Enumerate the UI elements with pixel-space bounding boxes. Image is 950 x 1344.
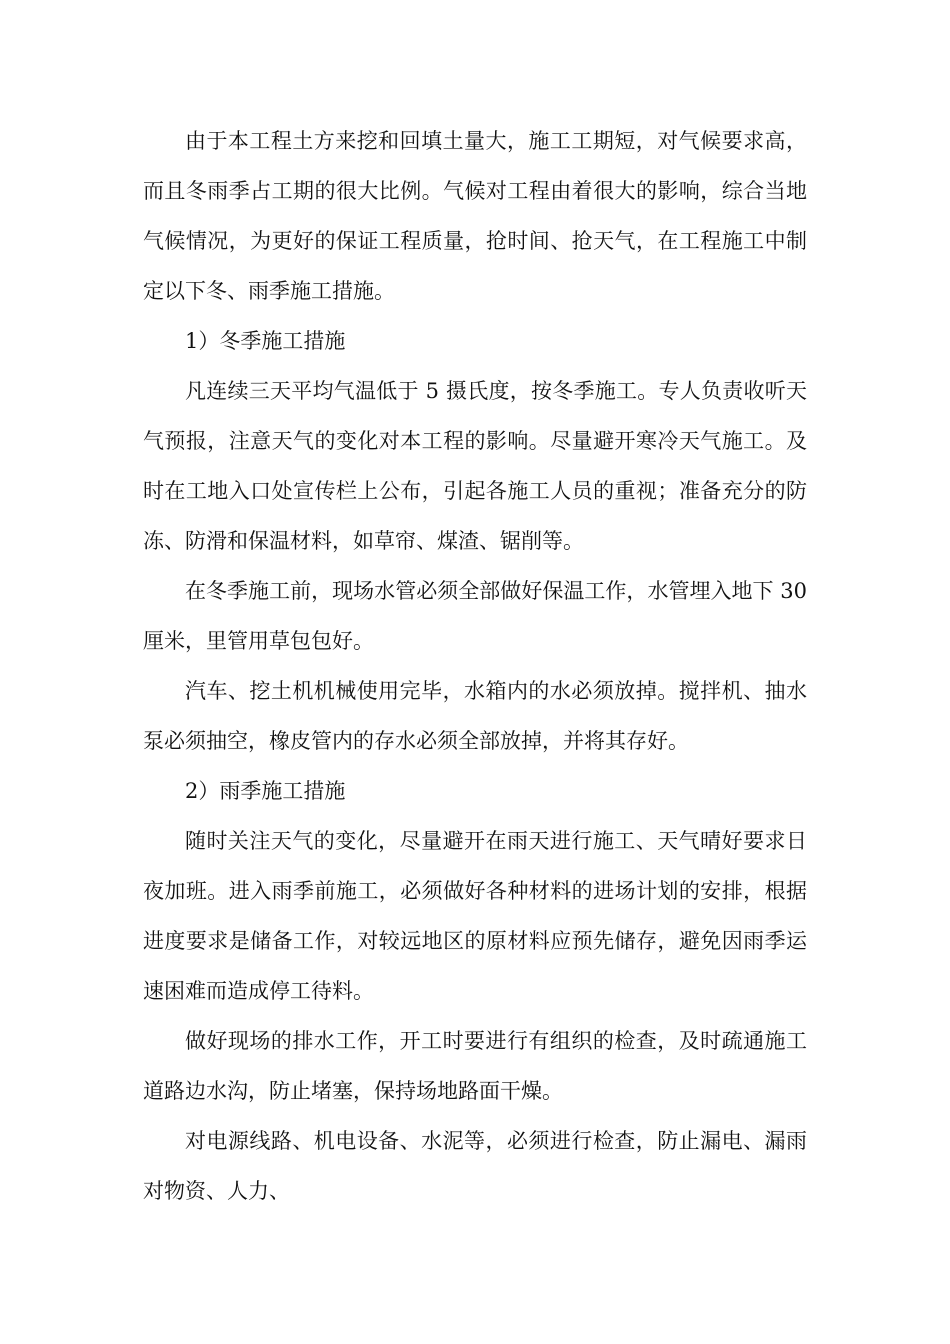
paragraph-water-pipes: 在冬季施工前，现场水管必须全部做好保温工作，水管埋入地下 30 厘米，里管用草包包好。	[143, 579, 807, 653]
document-body	[143, 116, 807, 1216]
paragraph-electrical-check: 对电源线路、机电设备、水泥等，必须进行检查，防止漏电、漏雨对物资、人力、	[143, 1129, 807, 1203]
paragraph-drainage: 做好现场的排水工作，开工时要进行有组织的检查，及时疏通施工道路边水沟，防止堵塞，保持场地路面干燥。	[143, 1029, 807, 1103]
paragraph-intro: 由于本工程土方来挖和回填土量大，施工工期短，对气候要求高，而且冬雨季占工期的很大比例。气候对工程由着很大的影响，综合当地气候情况，为更好的保证工程质量，抢时间、抢天气，在工程施工中制定以下冬、雨季施工措施。	[143, 129, 807, 303]
heading-winter-measures: 1）冬季施工措施	[185, 329, 346, 353]
paragraph-rain-planning: 随时关注天气的变化，尽量避开在雨天进行施工、天气晴好要求日夜加班。进入雨季前施工，必须做好各种材料的进场计划的安排，根据进度要求是储备工作，对较远地区的原材料应预先储存，避免因雨季运速困难而造成停工待料。	[143, 829, 807, 1003]
paragraph-winter-criteria: 凡连续三天平均气温低于 5 摄氏度，按冬季施工。专人负责收听天气预报，注意天气的变化对本工程的影响。尽量避开寒冷天气施工。及时在工地入口处宣传栏上公布，引起各施工人员的重视；准备充分的防冻、防滑和保温材料，如草帘、煤渣、锯削等。	[143, 379, 807, 553]
heading-rain-measures: 2）雨季施工措施	[185, 779, 346, 803]
paragraph-machinery: 汽车、挖土机机械使用完毕，水箱内的水必须放掉。搅拌机、抽水泵必须抽空，橡皮管内的存水必须全部放掉，并将其存好。	[143, 679, 807, 753]
